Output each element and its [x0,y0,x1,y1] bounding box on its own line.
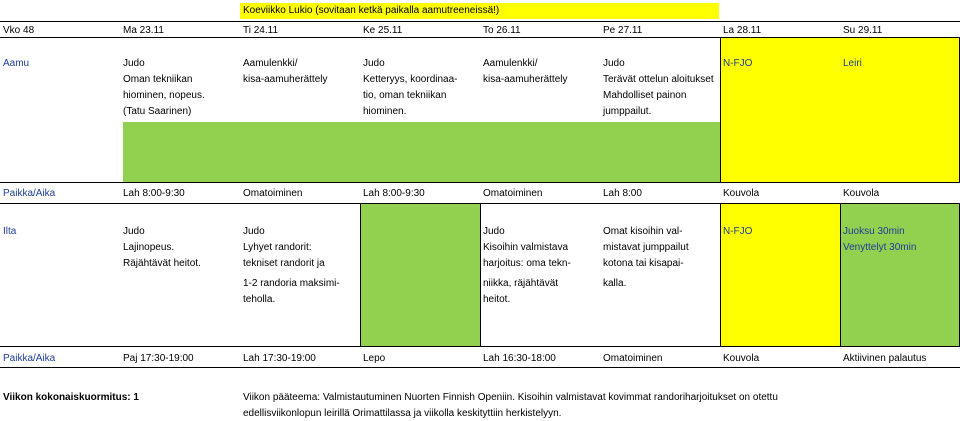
evening-fri-line: kalla. [603,278,627,289]
day-header-wed[interactable]: Ke 25.11 [363,25,403,36]
morning-thu-line: kisa-aamuherättely [483,74,568,85]
evening-thu-line: heitot. [483,294,511,305]
day-header-fri[interactable]: Pe 27.11 [603,25,643,36]
morning-place-fri[interactable]: Lah 8:00 [603,188,642,199]
evening-sun-title[interactable]: Juoksu 30min [843,226,905,237]
morning-mon-title[interactable]: Judo [123,58,145,69]
morning-wed-line: Ketteryys, koordinaa- [363,74,458,85]
evening-place-sun[interactable]: Aktiivinen palautus [843,353,927,364]
evening-tue-line: 1-2 randoria maksimi- [243,278,340,289]
morning-thu-title[interactable]: Aamulenkki/ [483,58,538,69]
evening-row-label: Ilta [3,226,17,237]
day-header-sun[interactable]: Su 29.11 [843,25,883,36]
morning-fri-line: jumppailut. [603,106,652,117]
morning-place-wed[interactable]: Lah 8:00-9:30 [363,188,425,199]
evening-tue-line: tekniset randorit ja [243,258,325,269]
evening-sun-line: Venyttelyt 30min [843,242,917,253]
evening-place-tue[interactable]: Lah 17:30-19:00 [243,353,316,364]
morning-wed-title[interactable]: Judo [363,58,385,69]
evening-mon-line: Lajinopeus. [123,242,175,253]
morning-fri-line: Terävät ottelun aloitukset [603,74,714,85]
evening-tue-line: teholla. [243,294,276,305]
evening-fri-line: mistavat jumppailut [603,242,689,253]
morning-mon-line: Oman tekniikan [123,74,193,85]
morning-wed-line: tio, oman tekniikan [363,90,447,101]
morning-sat-title[interactable]: N-FJO [723,58,753,69]
grid-line [720,204,721,346]
evening-tue-line: Lyhyet randorit: [243,242,312,253]
evening-place-label: Paikka/Aika [3,353,56,364]
evening-place-thu[interactable]: Lah 16:30-18:00 [483,353,556,364]
morning-mon-line: hiominen, nopeus. [123,90,205,101]
morning-fri-line: Mahdolliset painon [603,90,687,101]
grid-line [0,367,960,368]
morning-place-sun[interactable]: Kouvola [843,188,880,199]
evening-place-wed[interactable]: Lepo [363,353,386,364]
morning-sun-title[interactable]: Leiri [843,58,862,69]
evening-mon-line: Räjähtävät heitot. [123,258,201,269]
morning-tue-line: kisa-aamuherättely [243,74,328,85]
evening-place-sat[interactable]: Kouvola [723,353,760,364]
evening-sat-title[interactable]: N-FJO [723,226,753,237]
morning-place-tue[interactable]: Omatoiminen [243,188,303,199]
day-header-mon[interactable]: Ma 23.11 [123,25,164,36]
evening-thu-line: harjoitus: oma tekn- [483,258,571,269]
evening-place-fri[interactable]: Omatoiminen [603,353,663,364]
evening-wed-green-fill [360,204,480,346]
banner-text: Koeviikko Lukio (sovitaan ketkä paikalla aamutreeneissä!) [243,5,500,16]
grid-line [480,204,481,346]
weekly-load-label[interactable]: Viikon kokonaiskuormitus: 1 [3,392,139,403]
evening-thu-title[interactable]: Judo [483,226,505,237]
grid-line [840,204,841,346]
morning-fri-title[interactable]: Judo [603,58,625,69]
morning-row-label: Aamu [3,58,30,69]
morning-green-fill [123,122,720,182]
grid-line [360,204,361,346]
grid-line [0,182,960,183]
grid-line [0,21,960,22]
morning-tue-title[interactable]: Aamulenkki/ [243,58,298,69]
evening-tue-title[interactable]: Judo [243,226,265,237]
morning-place-sat[interactable]: Kouvola [723,188,760,199]
evening-mon-title[interactable]: Judo [123,226,145,237]
evening-fri-title[interactable]: Omat kisoihin val- [603,226,683,237]
morning-place-mon[interactable]: Lah 8:00-9:30 [123,188,185,199]
morning-weekend-yellow-fill [720,38,960,182]
morning-place-thu[interactable]: Omatoiminen [483,188,543,199]
evening-thu-line: niikka, räjähtävät [483,278,559,289]
evening-fri-line: kotona tai kisapai- [603,258,684,269]
week-label[interactable]: Vko 48 [3,25,35,36]
day-header-tue[interactable]: Ti 24.11 [243,25,279,36]
day-header-thu[interactable]: To 26.11 [483,25,521,36]
morning-place-label: Paikka/Aika [3,188,56,199]
grid-line [0,346,960,347]
day-header-sat[interactable]: La 28.11 [723,25,762,36]
grid-line [720,38,721,182]
morning-mon-line: (Tatu Saarinen) [123,106,192,117]
morning-wed-line: hiominen. [363,106,407,117]
evening-thu-line: Kisoihin valmistava [483,242,569,253]
evening-place-mon[interactable]: Paj 17:30-19:00 [123,353,194,364]
weekly-theme-line: edellisviikonlopun leirillä Orimattilassa ja viikolla keskityttiin herkistelyyn. [243,408,562,419]
weekly-theme-line: Viikon pääteema: Valmistautuminen Nuorten Finnish Openiin. Kisoihin valmistavat kovimmat randoriharjoitukset on otettu [243,392,778,403]
